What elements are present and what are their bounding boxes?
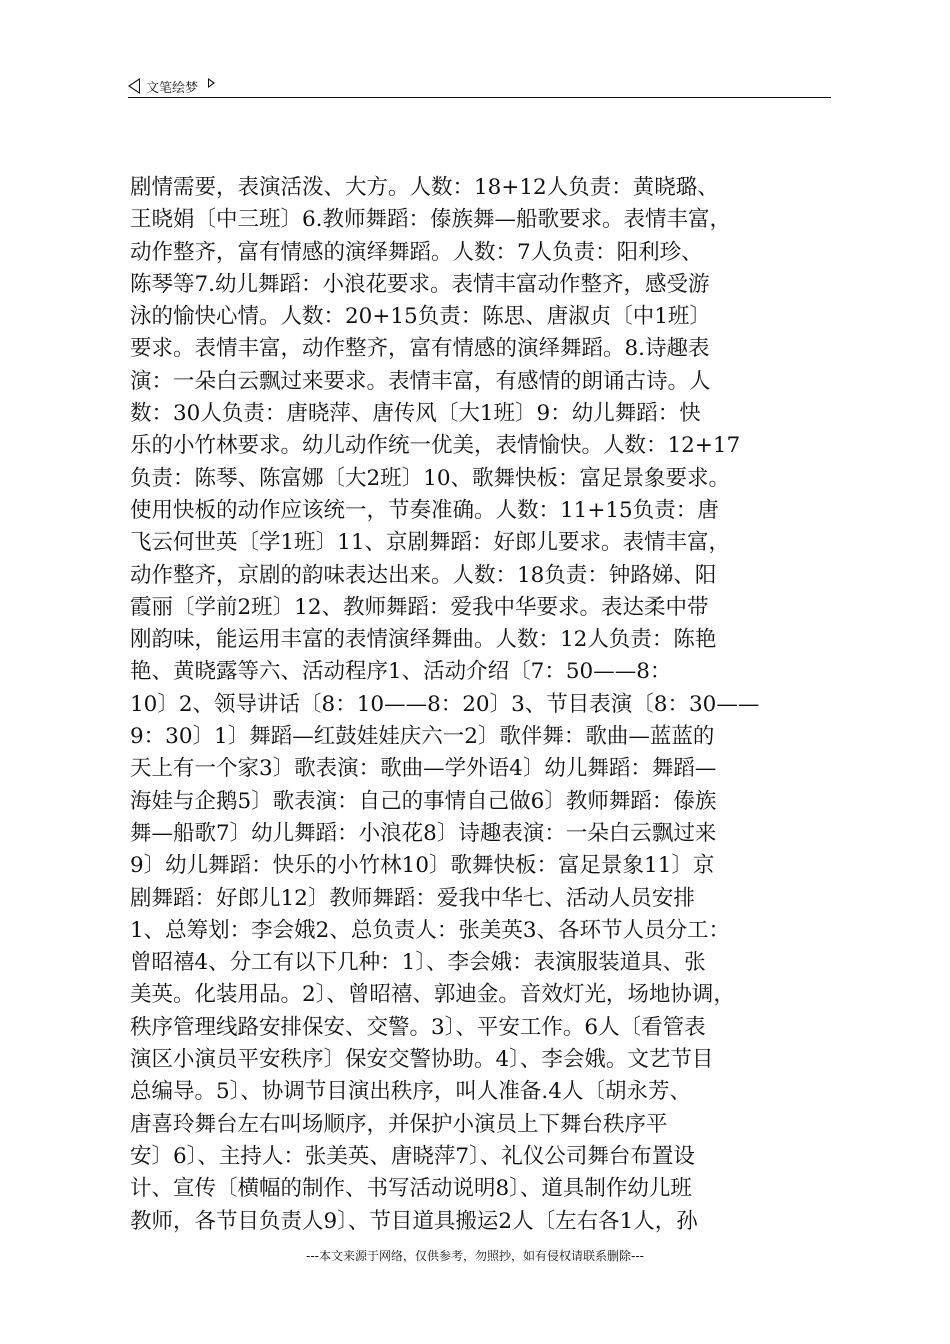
- body-line: 舞—船歌7〕幼儿舞蹈：小浪花8〕诗趣表演：一朵白云飘过来: [130, 820, 717, 846]
- body-line: 9：30〕1〕舞蹈—红鼓娃娃庆六一2〕歌伴舞：歌曲—蓝蓝的: [130, 724, 715, 750]
- body-line: 曾昭禧4、分工有以下几种：1〕、李会娥：表演服装道具、张: [130, 950, 706, 976]
- body-line: 10〕2、领导讲话〔8：10——8：20〕3、节目表演〔8：30——: [130, 691, 760, 717]
- page-header: [128, 74, 215, 98]
- body-line: 泳的愉快心情。人数：20+15负责：陈思、唐淑贞〔中1班〕: [130, 304, 711, 330]
- body-line: 教师，各节目负责人9〕、节目道具搬运2人〔左右各1人，孙: [130, 1208, 698, 1234]
- body-line: 飞云何世英〔学1班〕11、京剧舞蹈：好郎儿要求。表情丰富，: [130, 530, 731, 556]
- body-line: 剧舞蹈：好郎儿12〕教师舞蹈：爱我中华七、活动人员安排: [130, 885, 695, 911]
- body-line: 安〕6〕、主持人：张美英、唐晓萍7〕、礼仪公司舞台布置设: [130, 1143, 695, 1169]
- body-line: 使用快板的动作应该统一，节奏准确。人数：11+15负责：唐: [130, 497, 719, 523]
- triangle-left-icon: [128, 78, 140, 94]
- body-line: 海娃与企鹅5〕歌表演：自己的事情自己做6〕教师舞蹈：傣族: [130, 788, 717, 814]
- body-line: 数：30人负责：唐晓萍、唐传风〔大1班〕9：幼儿舞蹈：快: [130, 401, 701, 427]
- body-line: 剧情需要，表演活泼、大方。人数：18+12人负责：黄晓璐、: [130, 175, 719, 200]
- body-line: 美英。化装用品。2〕、曾昭禧、郭迪金。音效灯光，场地协调，: [130, 982, 735, 1008]
- header-title: 文笔绘梦: [146, 80, 199, 96]
- page-footer: ---本文来源于网络，仅供参考，勿照抄，如有侵权请联系删除---: [306, 1249, 644, 1263]
- body-line: 9〕幼儿舞蹈：快乐的小竹林10〕歌舞快板：富足景象11〕京: [130, 853, 715, 879]
- body-line: 乐的小竹林要求。幼儿动作统一优美，表情愉快。人数：12+17: [130, 433, 741, 459]
- body-line: 动作整齐，富有情感的演绎舞蹈。人数：7人负责：阳利珍、: [130, 239, 703, 265]
- body-line: 陈琴等7.幼儿舞蹈：小浪花要求。表情丰富动作整齐，感受游: [130, 271, 710, 297]
- body-line: 演区小演员平安秩序〕保安交警协助。4〕、李会娥。文艺节目: [130, 1047, 714, 1073]
- body-line: 1、总筹划：李会娥2、总负责人：张美英3、各环节人员分工：: [130, 917, 731, 943]
- body-line: 负责：陈琴、陈富娜〔大2班〕10、歌舞快板：富足景象要求。: [130, 465, 731, 491]
- body-line: 计、宣传〔横幅的制作、书写活动说明8〕、道具制作幼儿班: [130, 1176, 692, 1202]
- body-line: 秩序管理线路安排保安、交警。3〕、平安工作。6人〔看管表: [130, 1014, 706, 1040]
- body-line: 天上有一个家3〕歌表演：歌曲—学外语4〕幼儿舞蹈：舞蹈—: [130, 756, 717, 782]
- triangle-right-icon: [208, 78, 215, 88]
- body-line: 总编导。5〕、协调节目演出秩序，叫人准备.4人〔胡永芳、: [130, 1079, 691, 1105]
- body-text: [130, 172, 830, 1238]
- body-line: 霞丽〔学前2班〕12、教师舞蹈：爱我中华要求。表达柔中带: [130, 594, 709, 620]
- body-line: 刚韵味，能运用丰富的表情演绎舞曲。人数：12人负责：陈艳: [130, 627, 717, 653]
- header-rule: [128, 97, 831, 98]
- body-line: 要求。表情丰富，动作整齐，富有情感的演绎舞蹈。8.诗趣表: [130, 336, 710, 362]
- body-line: 动作整齐，京剧的韵味表达出来。人数：18负责：钟路娣、阳: [130, 562, 717, 588]
- body-line: 王晓娟〔中三班〕6.教师舞蹈：傣族舞—船歌要求。表情丰富，: [130, 207, 732, 233]
- body-line: 演：一朵白云飘过来要求。表情丰富，有感情的朗诵古诗。人: [130, 368, 711, 394]
- body-line: 唐喜玲舞台左右叫场顺序，并保护小演员上下舞台秩序平: [130, 1111, 668, 1137]
- body-line: 艳、黄晓露等六、活动程序1、活动介绍〔7：50——8：: [130, 659, 672, 685]
